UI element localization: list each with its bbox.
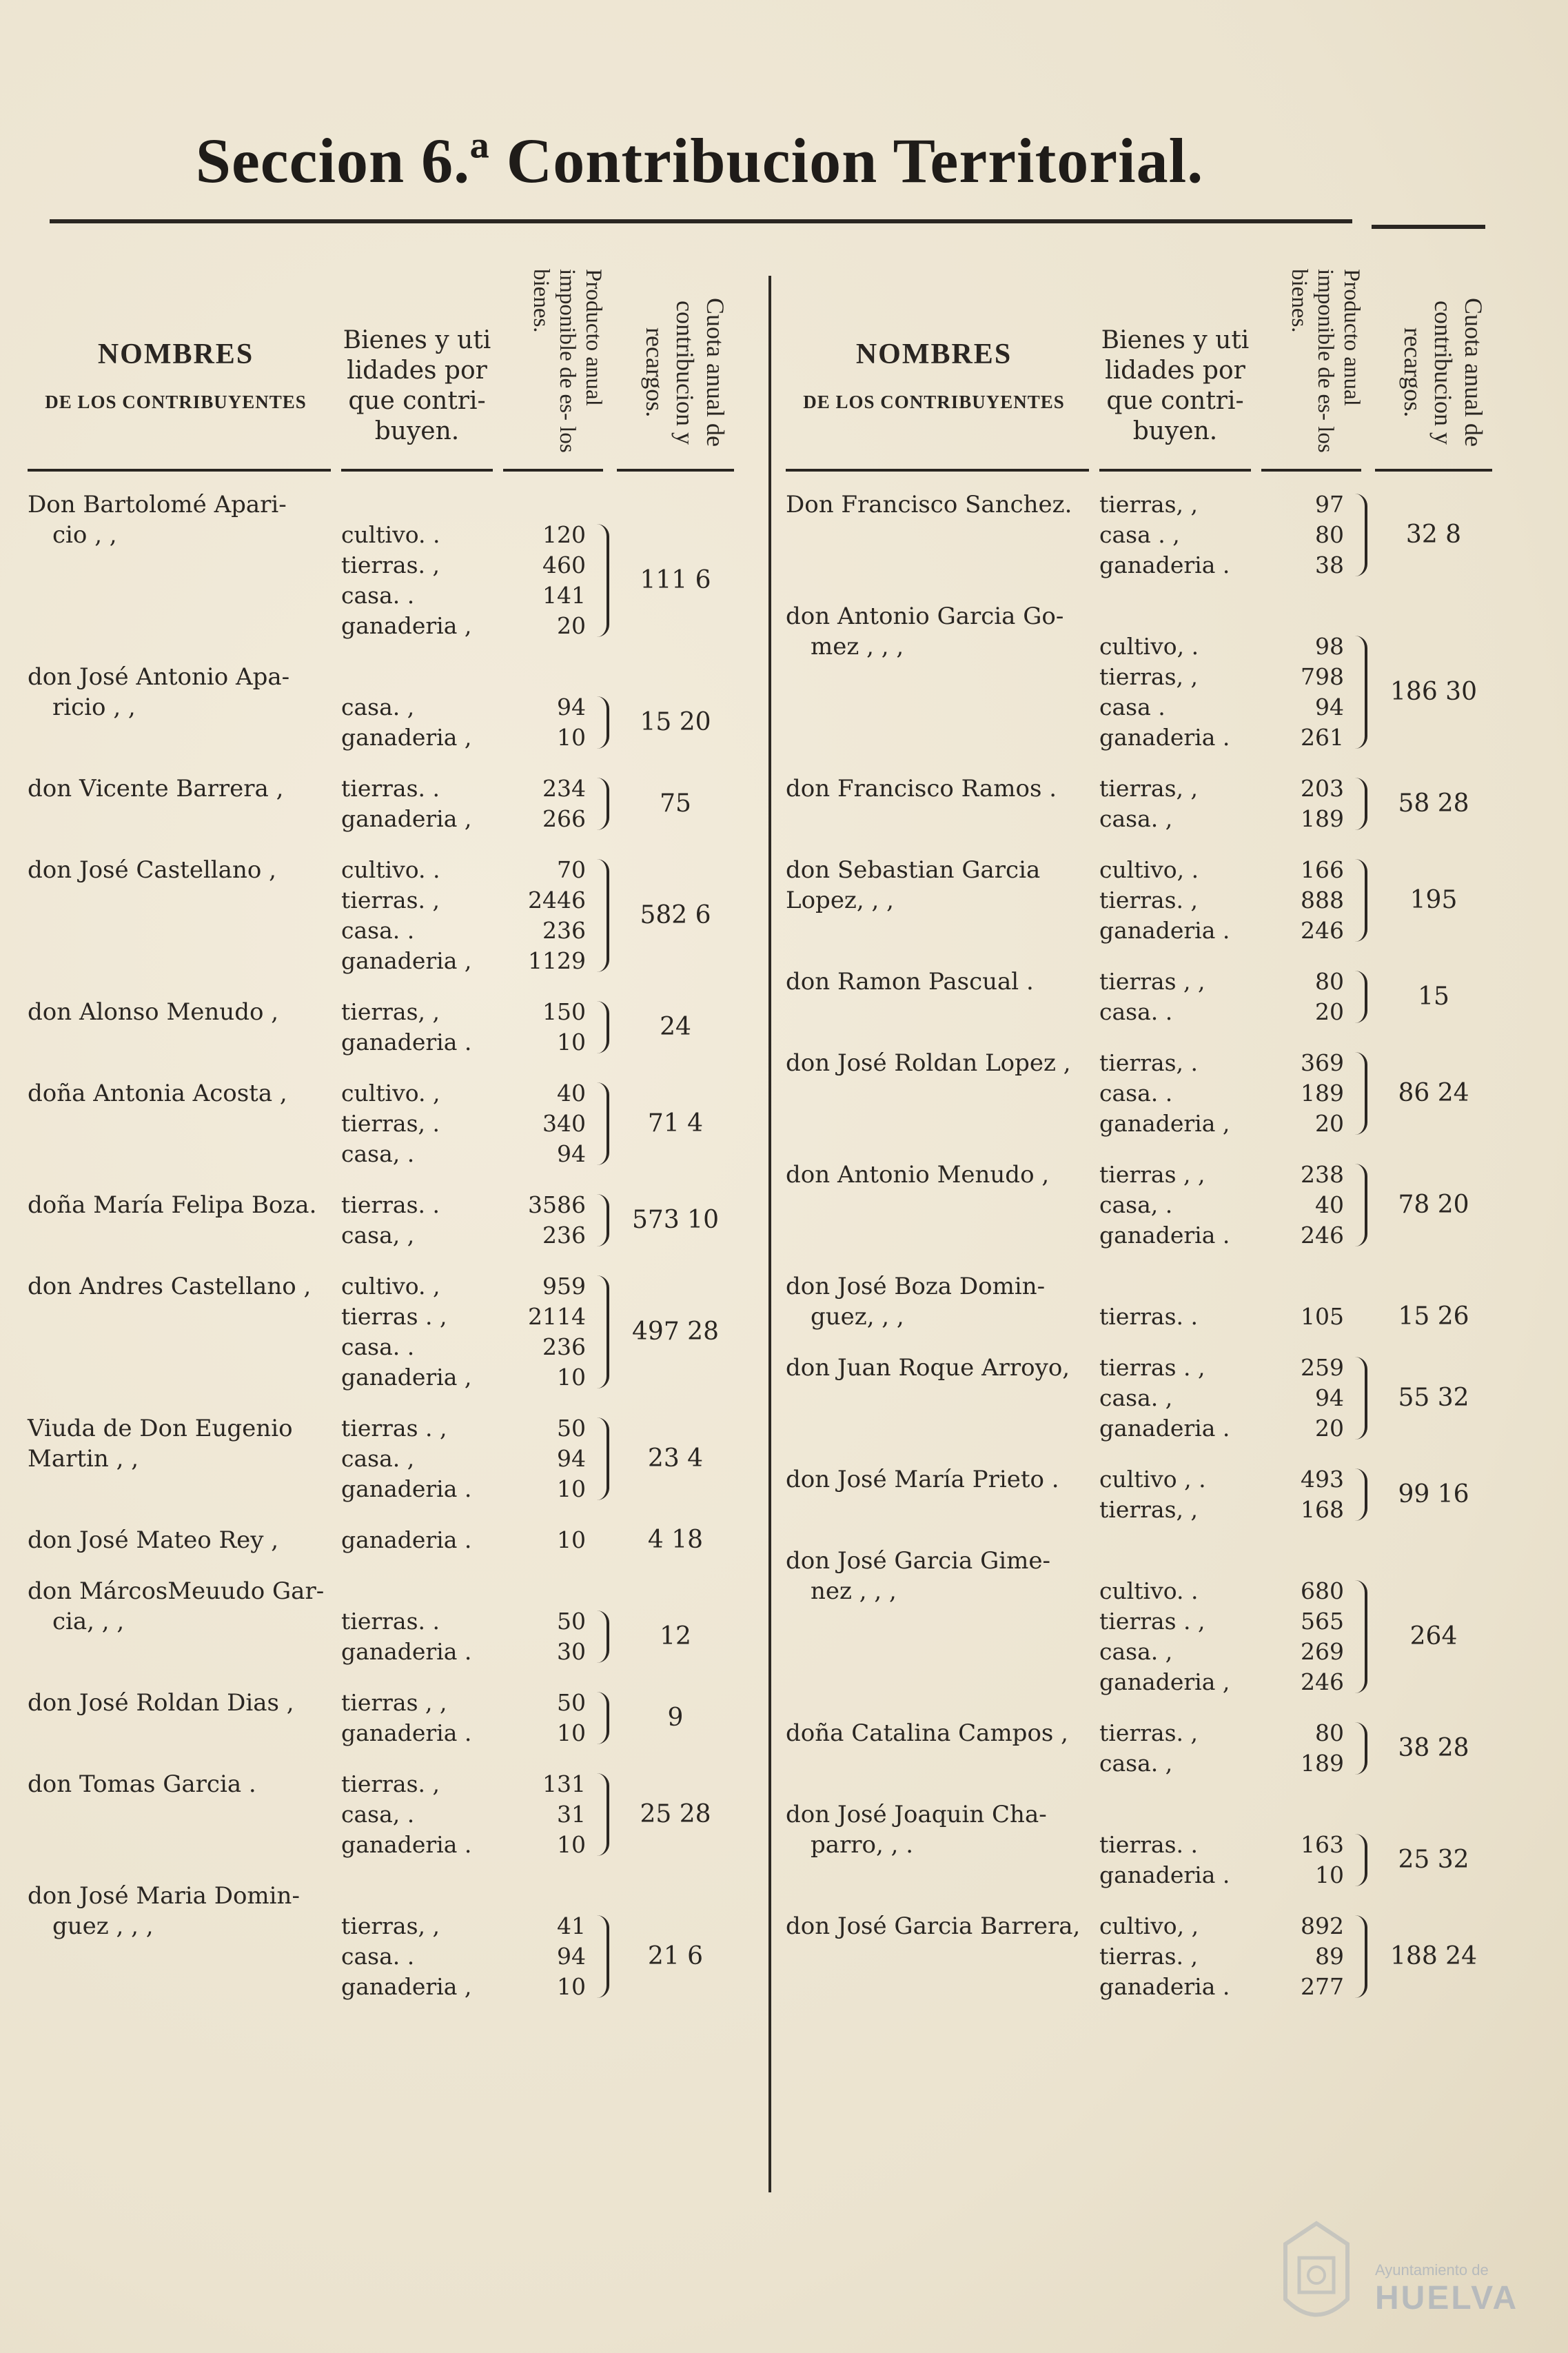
grouping-brace: [591, 1194, 609, 1246]
taxable-product-value: 189: [1301, 1750, 1344, 1777]
right-column: [786, 262, 1496, 2227]
header-rule: [617, 469, 734, 472]
taxpayer-entry: [28, 1271, 737, 1393]
names-heading: [786, 338, 1082, 413]
asset-type: cultivo. ,: [341, 1080, 440, 1107]
taxpayer-entry: [28, 662, 737, 753]
taxpayer-name: don Antonio Garcia Go-: [786, 603, 1064, 630]
grouping-brace: [1350, 1164, 1367, 1246]
taxable-product-value: 94: [557, 1445, 586, 1472]
taxable-product-value: 94: [1315, 694, 1344, 720]
taxable-product-value: 10: [557, 1973, 586, 2000]
asset-type: tierras. .: [341, 1608, 440, 1635]
taxpayer-name: Don Bartolomé Apari-: [28, 491, 287, 518]
asset-type: tierras. ,: [1099, 887, 1198, 913]
asset-type: tierras . ,: [341, 1303, 447, 1330]
taxpayer-name: Don Francisco Sanchez.: [786, 491, 1072, 518]
asset-type: casa. ,: [1099, 805, 1173, 832]
asset-type: tierras , ,: [1099, 968, 1205, 995]
grouping-brace: [1350, 1915, 1367, 1998]
taxpayer-name: cia, , ,: [52, 1608, 125, 1635]
asset-type: cultivo, .: [1099, 633, 1199, 660]
taxable-product-value: 80: [1315, 1719, 1344, 1746]
taxable-product-value: 50: [557, 1415, 586, 1442]
annual-quota: 12: [660, 1622, 691, 1650]
annual-quota: 71 4: [647, 1109, 704, 1138]
grouping-brace: [1350, 778, 1367, 830]
taxpayer-name: doña Catalina Campos ,: [786, 1719, 1068, 1747]
taxpayer-entry: [28, 855, 737, 976]
asset-type: tierras, ,: [1099, 775, 1198, 802]
taxpayer-name: don Francisco Ramos .: [786, 775, 1057, 802]
taxpayer-entry: [786, 1160, 1496, 1251]
taxable-product-value: 680: [1301, 1577, 1344, 1604]
header-rule: [28, 469, 331, 472]
taxable-product-value: 50: [557, 1689, 586, 1716]
taxpayer-name: don José Garcia Gime-: [786, 1547, 1050, 1575]
taxpayer-entry: [28, 1769, 737, 1860]
asset-type: casa, ,: [341, 1222, 415, 1249]
names-heading-small: DE LOS CONTRIBUYENTES: [45, 392, 307, 412]
annual-quota: 86 24: [1398, 1079, 1469, 1107]
taxable-product-value: 10: [557, 1719, 586, 1746]
taxable-product-value: 493: [1301, 1466, 1344, 1493]
annual-quota: 23 4: [647, 1444, 704, 1473]
taxpayer-name: doña Antonia Acosta ,: [28, 1080, 287, 1107]
grouping-brace: [1350, 636, 1367, 749]
grouping-brace: [591, 1275, 609, 1388]
asset-type: tierras, ,: [1099, 491, 1198, 518]
taxpayer-entry: [28, 774, 737, 834]
grouping-brace: [591, 1417, 609, 1500]
asset-type: tierras . ,: [1099, 1608, 1205, 1635]
annual-quota: 15 20: [640, 708, 711, 736]
asset-type: tierras. .: [341, 1191, 440, 1218]
annual-quota: 188 24: [1390, 1942, 1477, 1970]
taxable-product-value: 266: [542, 805, 586, 832]
annual-quota: 264: [1409, 1622, 1458, 1650]
title-rule-main: [50, 219, 1352, 223]
taxable-product-value: 94: [557, 1943, 586, 1970]
asset-type: casa, .: [341, 1801, 415, 1828]
taxable-product-value: 10: [557, 724, 586, 751]
taxpayer-name: don Ramon Pascual .: [786, 968, 1034, 996]
annual-quota: 582 6: [640, 901, 711, 929]
title-rule-right: [1372, 225, 1485, 229]
taxable-product-value: 269: [1301, 1638, 1344, 1665]
grouping-brace: [591, 696, 609, 749]
asset-type: casa. .: [1099, 998, 1173, 1025]
asset-type: ganaderia .: [341, 1719, 472, 1746]
asset-type: tierras. ,: [341, 887, 440, 913]
taxpayer-entry: [786, 489, 1496, 580]
asset-type: tierras. ,: [1099, 1943, 1198, 1970]
asset-type: ganaderia .: [341, 1029, 472, 1056]
taxable-product-value: 163: [1301, 1831, 1344, 1858]
taxable-product-value: 10: [1315, 1861, 1344, 1888]
annual-quota: 58 28: [1398, 789, 1469, 818]
taxable-product-value: 1129: [528, 947, 586, 974]
cuota-heading: Cuota anual de contribucion y recargos.: [1399, 298, 1487, 447]
grouping-brace: [1350, 1052, 1367, 1135]
taxable-product-value: 460: [542, 552, 586, 578]
annual-quota: 25 32: [1398, 1846, 1469, 1874]
taxable-product-value: 203: [1301, 775, 1344, 802]
producto-heading: Producto anual imponible de es- los bienes.: [529, 269, 606, 453]
city-seal-logo: [1279, 2216, 1354, 2334]
asset-type: cultivo , .: [1099, 1466, 1206, 1493]
taxpayer-entry: [786, 774, 1496, 834]
taxable-product-value: 959: [542, 1273, 586, 1300]
taxable-product-value: 94: [557, 1140, 586, 1167]
taxable-product-value: 246: [1301, 1222, 1344, 1249]
taxable-product-value: 10: [557, 1526, 586, 1553]
asset-type: casa. ,: [341, 1445, 415, 1472]
names-heading-big: NOMBRES: [97, 339, 254, 370]
taxpayer-entry: [786, 1718, 1496, 1779]
asset-type: tierras, .: [1099, 1049, 1198, 1076]
header-rule: [786, 469, 1089, 472]
taxpayer-entry: [28, 1688, 737, 1748]
taxable-product-value: 3586: [528, 1191, 586, 1218]
asset-type: ganaderia .: [341, 1638, 472, 1665]
taxable-product-value: 38: [1315, 552, 1344, 578]
taxpayer-entry: [28, 1413, 737, 1504]
taxable-product-value: 236: [542, 917, 586, 944]
taxpayer-name: don José Mateo Rey ,: [28, 1526, 279, 1554]
taxpayer-name: don Vicente Barrera ,: [28, 775, 284, 802]
taxable-product-value: 31: [557, 1801, 586, 1828]
asset-type: cultivo, ,: [1099, 1912, 1199, 1939]
grouping-brace: [591, 859, 609, 972]
header-rule: [503, 469, 603, 472]
asset-type: casa, .: [341, 1140, 415, 1167]
asset-type: tierras . ,: [341, 1415, 447, 1442]
annual-quota: 9: [667, 1704, 684, 1732]
asset-type: ganaderia .: [1099, 1861, 1230, 1888]
taxpayer-entry: [28, 1078, 737, 1169]
asset-type: tierras, ,: [1099, 1496, 1198, 1523]
asset-type: ganaderia .: [1099, 552, 1230, 578]
annual-quota: 21 6: [647, 1942, 704, 1970]
taxpayer-name: mez , , ,: [811, 633, 904, 660]
taxpayer-name: parro, , .: [811, 1831, 914, 1859]
asset-type: tierras, ,: [341, 998, 440, 1025]
grouping-brace: [591, 524, 609, 637]
taxpayer-name: guez , , ,: [52, 1912, 154, 1940]
taxable-product-value: 189: [1301, 805, 1344, 832]
taxable-product-value: 20: [557, 612, 586, 639]
taxpayer-entry: [786, 1048, 1496, 1139]
annual-quota: 75: [660, 789, 691, 818]
grouping-brace: [1350, 1357, 1367, 1440]
taxable-product-value: 120: [542, 521, 586, 548]
asset-type: ganaderia .: [1099, 1973, 1230, 2000]
bienes-heading: Bienes y uti lidades por que contri- buyen.: [1101, 326, 1250, 445]
taxpayer-entry: [786, 1464, 1496, 1525]
grouping-brace: [591, 1082, 609, 1165]
grouping-brace: [1350, 1580, 1367, 1693]
annual-quota: 195: [1409, 886, 1458, 914]
annual-quota: 497 28: [632, 1317, 719, 1346]
asset-type: casa. .: [341, 917, 415, 944]
asset-type: ganaderia ,: [341, 612, 472, 639]
taxpayer-name: don Alonso Menudo ,: [28, 998, 279, 1026]
taxable-product-value: 80: [1315, 521, 1344, 548]
taxable-product-value: 80: [1315, 968, 1344, 995]
grouping-brace: [591, 1610, 609, 1663]
taxable-product-value: 888: [1301, 887, 1344, 913]
asset-type: ganaderia .: [1099, 1222, 1230, 1249]
asset-type: ganaderia ,: [341, 805, 472, 832]
asset-type: tierras. ,: [341, 1770, 440, 1797]
annual-quota: 32 8: [1405, 521, 1462, 549]
taxable-product-value: 89: [1315, 1943, 1344, 1970]
asset-type: cultivo. .: [341, 856, 440, 883]
taxpayer-entry: [786, 601, 1496, 753]
asset-type: tierras . ,: [1099, 1354, 1205, 1381]
taxpayer-name: Viuda de Don Eugenio Martin , ,: [28, 1415, 293, 1473]
asset-type: tierras , ,: [341, 1689, 447, 1716]
taxable-product-value: 10: [557, 1364, 586, 1391]
asset-type: tierras. .: [1099, 1831, 1198, 1858]
taxable-product-value: 261: [1301, 724, 1344, 751]
asset-type: tierras. ,: [341, 552, 440, 578]
asset-type: casa . ,: [1099, 521, 1180, 548]
taxable-product-value: 798: [1301, 663, 1344, 690]
taxable-product-value: 2446: [528, 887, 586, 913]
asset-type: casa. .: [1099, 1080, 1173, 1107]
taxpayer-entry: [28, 1190, 737, 1251]
asset-type: ganaderia .: [1099, 1415, 1230, 1442]
names-heading: [28, 338, 324, 413]
cuota-heading: Cuota anual de contribucion y recargos.: [641, 298, 729, 447]
asset-type: ganaderia ,: [341, 1973, 472, 2000]
taxpayer-name: don José Maria Domin-: [28, 1882, 300, 1910]
taxpayer-name: don José María Prieto .: [786, 1466, 1059, 1493]
annual-quota: 573 10: [632, 1206, 719, 1234]
taxable-product-value: 40: [1315, 1191, 1344, 1218]
taxable-product-value: 94: [1315, 1384, 1344, 1411]
grouping-brace: [1350, 1834, 1367, 1886]
taxable-product-value: 70: [557, 856, 586, 883]
asset-type: ganaderia .: [341, 1526, 472, 1553]
taxpayer-name: don Antonio Menudo ,: [786, 1161, 1050, 1189]
asset-type: ganaderia ,: [341, 947, 472, 974]
taxpayer-entry: [786, 1271, 1496, 1332]
asset-type: tierras, ,: [341, 1912, 440, 1939]
taxpayer-name: don José Roldan Dias ,: [28, 1689, 294, 1717]
asset-type: cultivo. .: [341, 521, 440, 548]
grouping-brace: [591, 1915, 609, 1998]
header-rule: [1261, 469, 1361, 472]
asset-type: ganaderia .: [1099, 917, 1230, 944]
asset-type: tierras. .: [341, 775, 440, 802]
taxable-product-value: 236: [542, 1222, 586, 1249]
annual-quota: 38 28: [1398, 1734, 1469, 1762]
taxable-product-value: 41: [557, 1912, 586, 1939]
taxpayer-name: nez , , ,: [811, 1577, 897, 1605]
grouping-brace: [1350, 1468, 1367, 1521]
taxable-product-value: 20: [1315, 1415, 1344, 1442]
asset-type: tierras. ,: [1099, 1719, 1198, 1746]
bienes-heading: Bienes y uti lidades por que contri- buyen.: [343, 326, 491, 445]
taxpayer-name: don Andres Castellano ,: [28, 1273, 312, 1300]
taxpayer-entry: [786, 1911, 1496, 2002]
taxable-product-value: 189: [1301, 1080, 1344, 1107]
grouping-brace: [1350, 859, 1367, 942]
annual-quota: 55 32: [1398, 1384, 1469, 1412]
city-seal-text: [1375, 2261, 1518, 2317]
annual-quota: 99 16: [1398, 1480, 1469, 1508]
taxable-product-value: 277: [1301, 1973, 1344, 2000]
taxable-product-value: 105: [1301, 1303, 1344, 1330]
asset-type: ganaderia ,: [341, 724, 472, 751]
annual-quota: 15: [1418, 982, 1449, 1011]
right-header: [786, 262, 1496, 476]
asset-type: ganaderia .: [341, 1475, 472, 1502]
names-heading-small: DE LOS CONTRIBUYENTES: [803, 392, 1065, 412]
taxpayer-name: ricio , ,: [52, 694, 136, 721]
taxable-product-value: 236: [542, 1333, 586, 1360]
taxable-product-value: 369: [1301, 1049, 1344, 1076]
taxpayer-name: guez, , ,: [811, 1303, 904, 1331]
taxpayer-name: cio , ,: [52, 521, 117, 549]
taxpayer-entry: [786, 1353, 1496, 1444]
asset-type: casa. .: [341, 1333, 415, 1360]
asset-type: tierras , ,: [1099, 1161, 1205, 1188]
taxpayer-name: don MárcosMeuudo Gar-: [28, 1577, 325, 1605]
grouping-brace: [591, 1773, 609, 1856]
header-rule: [1099, 469, 1251, 472]
left-column: [28, 262, 737, 2227]
asset-type: ganaderia ,: [341, 1364, 472, 1391]
taxpayer-entry: [28, 997, 737, 1058]
taxable-product-value: 10: [557, 1475, 586, 1502]
taxpayer-name: don José Boza Domin-: [786, 1273, 1046, 1300]
header-rule: [341, 469, 493, 472]
asset-type: tierras. .: [1099, 1303, 1198, 1330]
seal-line2: HUELVA: [1375, 2280, 1519, 2316]
taxable-product-value: 565: [1301, 1608, 1344, 1635]
taxable-product-value: 141: [542, 582, 586, 609]
column-separator: [768, 276, 771, 2192]
asset-type: ganaderia ,: [1099, 1110, 1230, 1137]
grouping-brace: [591, 1001, 609, 1053]
grouping-brace: [1350, 1722, 1367, 1775]
taxable-product-value: 94: [557, 694, 586, 720]
taxable-product-value: 40: [557, 1080, 586, 1107]
names-heading-big: NOMBRES: [855, 339, 1012, 370]
taxable-product-value: 892: [1301, 1912, 1344, 1939]
taxpayer-name: don José Joaquin Cha-: [786, 1801, 1047, 1828]
annual-quota: 24: [660, 1013, 691, 1041]
taxable-product-value: 168: [1301, 1496, 1344, 1523]
taxable-product-value: 10: [557, 1831, 586, 1858]
taxpayer-name: doña María Felipa Boza.: [28, 1191, 317, 1219]
taxpayer-entry: [786, 1546, 1496, 1697]
annual-quota: 25 28: [640, 1800, 711, 1828]
taxpayer-entry: [28, 1525, 737, 1555]
annual-quota: 186 30: [1390, 678, 1477, 706]
grouping-brace: [591, 778, 609, 830]
asset-type: cultivo. .: [1099, 1577, 1199, 1604]
taxable-product-value: 50: [557, 1608, 586, 1635]
taxpayer-entry: [28, 1576, 737, 1667]
asset-type: casa, .: [1099, 1191, 1173, 1218]
asset-type: ganaderia ,: [1099, 1668, 1230, 1695]
grouping-brace: [591, 1692, 609, 1744]
taxpayer-entry: [28, 489, 737, 641]
asset-type: tierras, ,: [1099, 663, 1198, 690]
taxable-product-value: 20: [1315, 1110, 1344, 1137]
annual-quota: 4 18: [647, 1526, 704, 1554]
taxable-product-value: 131: [542, 1770, 586, 1797]
grouping-brace: [1350, 971, 1367, 1023]
taxpayer-name: don José Roldan Lopez ,: [786, 1049, 1071, 1077]
taxpayer-entry: [786, 967, 1496, 1027]
producto-heading: Producto anual imponible de es- los bienes.: [1287, 269, 1364, 453]
taxable-product-value: 97: [1315, 491, 1344, 518]
asset-type: casa. ,: [1099, 1750, 1173, 1777]
taxable-product-value: 2114: [528, 1303, 586, 1330]
taxpayer-name: don José Castellano ,: [28, 856, 276, 884]
page-title: Seccion 6.ª Contribucion Territorial.: [195, 125, 1204, 196]
taxpayer-entry: [786, 1799, 1496, 1890]
annual-quota: 78 20: [1398, 1191, 1469, 1219]
taxpayer-entry: [786, 855, 1496, 946]
asset-type: casa .: [1099, 694, 1165, 720]
taxable-product-value: 30: [557, 1638, 586, 1665]
annual-quota: 111 6: [640, 566, 711, 594]
annual-quota: 15 26: [1398, 1302, 1469, 1331]
asset-type: casa. ,: [1099, 1638, 1173, 1665]
asset-type: casa. .: [341, 1943, 415, 1970]
taxable-product-value: 238: [1301, 1161, 1344, 1188]
taxable-product-value: 234: [542, 775, 586, 802]
taxable-product-value: 246: [1301, 917, 1344, 944]
asset-type: cultivo. ,: [341, 1273, 440, 1300]
taxable-product-value: 150: [542, 998, 586, 1025]
header-rule: [1375, 469, 1492, 472]
asset-type: cultivo, .: [1099, 856, 1199, 883]
asset-type: ganaderia .: [341, 1831, 472, 1858]
left-header: [28, 262, 737, 476]
taxable-product-value: 20: [1315, 998, 1344, 1025]
taxable-product-value: 340: [542, 1110, 586, 1137]
asset-type: casa. ,: [1099, 1384, 1173, 1411]
asset-type: ganaderia .: [1099, 724, 1230, 751]
taxable-product-value: 98: [1315, 633, 1344, 660]
taxpayer-name: don José Garcia Barrera,: [786, 1912, 1081, 1940]
asset-type: tierras, .: [341, 1110, 440, 1137]
asset-type: casa. ,: [341, 694, 415, 720]
grouping-brace: [1350, 494, 1367, 576]
taxable-product-value: 166: [1301, 856, 1344, 883]
seal-line1: Ayuntamiento de: [1375, 2261, 1489, 2279]
taxpayer-entry: [28, 1881, 737, 2002]
taxpayer-name: don Juan Roque Arroyo,: [786, 1354, 1070, 1382]
asset-type: casa. .: [341, 582, 415, 609]
taxable-product-value: 10: [557, 1029, 586, 1056]
taxpayer-name: don Tomas Garcia .: [28, 1770, 256, 1798]
taxpayer-name: don José Antonio Apa-: [28, 663, 290, 691]
taxpayer-name: don Sebastian Garcia Lopez, , ,: [786, 856, 1041, 914]
taxable-product-value: 259: [1301, 1354, 1344, 1381]
taxable-product-value: 246: [1301, 1668, 1344, 1695]
